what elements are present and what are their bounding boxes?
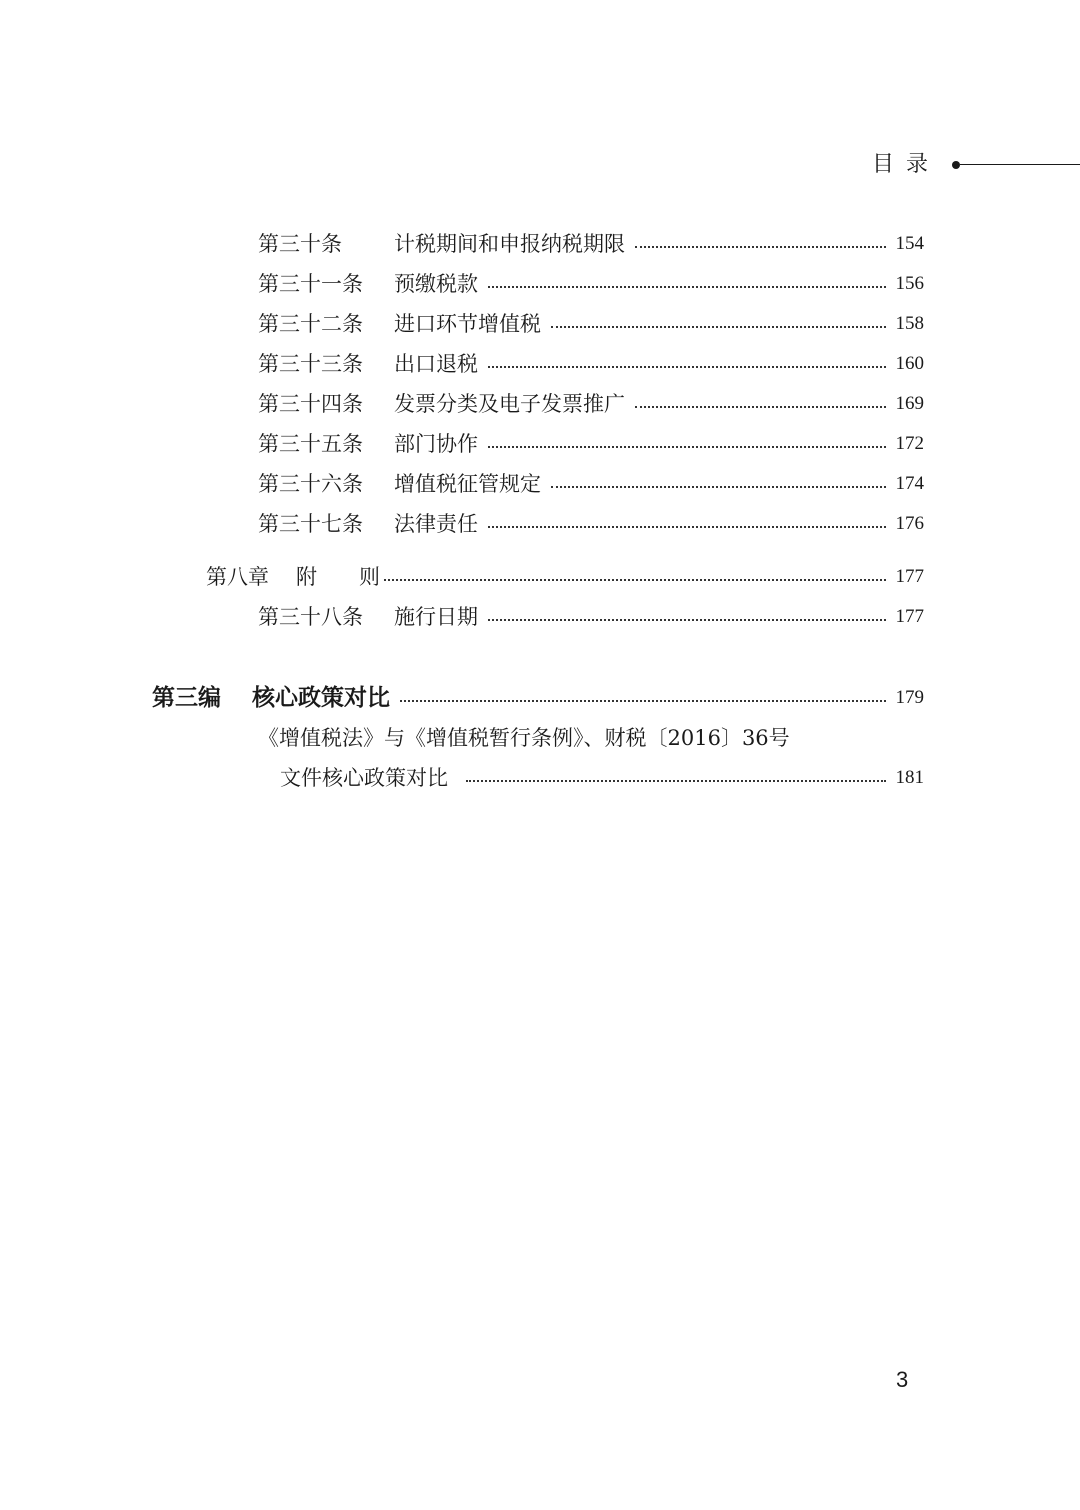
article-title: 出口退税 xyxy=(394,352,478,376)
toc-entry-part-3[interactable] xyxy=(152,682,924,714)
article-title: 施行日期 xyxy=(394,605,478,629)
article-number: 第三十六条 xyxy=(258,472,363,496)
article-number: 第三十八条 xyxy=(258,605,363,629)
article-title: 部门协作 xyxy=(394,432,478,456)
article-number: 第三十三条 xyxy=(258,352,363,376)
toc-entry-chapter-8[interactable] xyxy=(206,561,924,593)
dot-leader xyxy=(488,446,886,448)
page-ref: 158 xyxy=(895,313,924,334)
dot-leader xyxy=(488,619,886,621)
page-ref: 177 xyxy=(895,606,924,627)
article-number: 第三十五条 xyxy=(258,432,363,456)
chapter-number: 第八章 xyxy=(206,565,269,589)
part-title: 核心政策对比 xyxy=(252,684,390,711)
part-number: 第三编 xyxy=(152,684,221,711)
page-ref: 160 xyxy=(895,353,924,374)
page-ref: 174 xyxy=(895,473,924,494)
toc-entry-article-34[interactable] xyxy=(258,388,924,420)
article-title: 法律责任 xyxy=(394,512,478,536)
dot-leader xyxy=(551,486,886,488)
header-bullet xyxy=(952,161,960,169)
chapter-title: 附 则 xyxy=(296,565,380,589)
article-number: 第三十一条 xyxy=(258,272,363,296)
dot-leader xyxy=(400,700,886,702)
dot-leader xyxy=(384,579,886,581)
toc-entry-article-38[interactable] xyxy=(258,601,924,633)
article-title: 增值税征管规定 xyxy=(394,472,541,496)
page-ref: 172 xyxy=(895,433,924,454)
toc-entry-article-30[interactable] xyxy=(258,228,924,260)
toc-entry-article-33[interactable] xyxy=(258,348,924,380)
article-number: 第三十二条 xyxy=(258,312,363,336)
page-ref: 176 xyxy=(895,513,924,534)
toc-entry-article-32[interactable] xyxy=(258,308,924,340)
dot-leader xyxy=(488,366,886,368)
dot-leader xyxy=(551,326,886,328)
dot-leader xyxy=(635,246,886,248)
toc-entry-article-36[interactable] xyxy=(258,468,924,500)
comparison-title: 文件核心政策对比 xyxy=(280,766,448,790)
toc-entry-article-35[interactable] xyxy=(258,428,924,460)
toc-entry-article-31[interactable] xyxy=(258,268,924,300)
toc-entry-comparison[interactable] xyxy=(280,762,924,794)
article-number: 第三十四条 xyxy=(258,392,363,416)
header-title: 目录 xyxy=(872,152,941,177)
dot-leader xyxy=(488,526,886,528)
dot-leader xyxy=(466,780,886,782)
article-title: 进口环节增值税 xyxy=(394,312,541,336)
running-header xyxy=(0,148,1080,182)
toc-entry-article-37[interactable] xyxy=(258,508,924,540)
article-number: 第三十七条 xyxy=(258,512,363,536)
header-rule xyxy=(960,164,1080,165)
page-ref: 154 xyxy=(895,233,924,254)
page-ref: 177 xyxy=(895,566,924,587)
page-ref: 179 xyxy=(895,687,924,708)
article-number: 第三十条 xyxy=(258,232,342,256)
dot-leader xyxy=(635,406,886,408)
article-title: 预缴税款 xyxy=(394,272,478,296)
dot-leader xyxy=(488,286,886,288)
page-ref: 156 xyxy=(895,273,924,294)
page-ref: 169 xyxy=(895,393,924,414)
page-number: 3 xyxy=(896,1367,909,1392)
article-title: 发票分类及电子发票推广 xyxy=(394,392,625,416)
toc-entry-comparison-line1[interactable]: 《增值税法》与《增值税暂行条例》、财税〔2016〕36号 xyxy=(258,726,790,750)
article-title: 计税期间和申报纳税期限 xyxy=(394,232,625,256)
page-ref: 181 xyxy=(895,767,924,788)
